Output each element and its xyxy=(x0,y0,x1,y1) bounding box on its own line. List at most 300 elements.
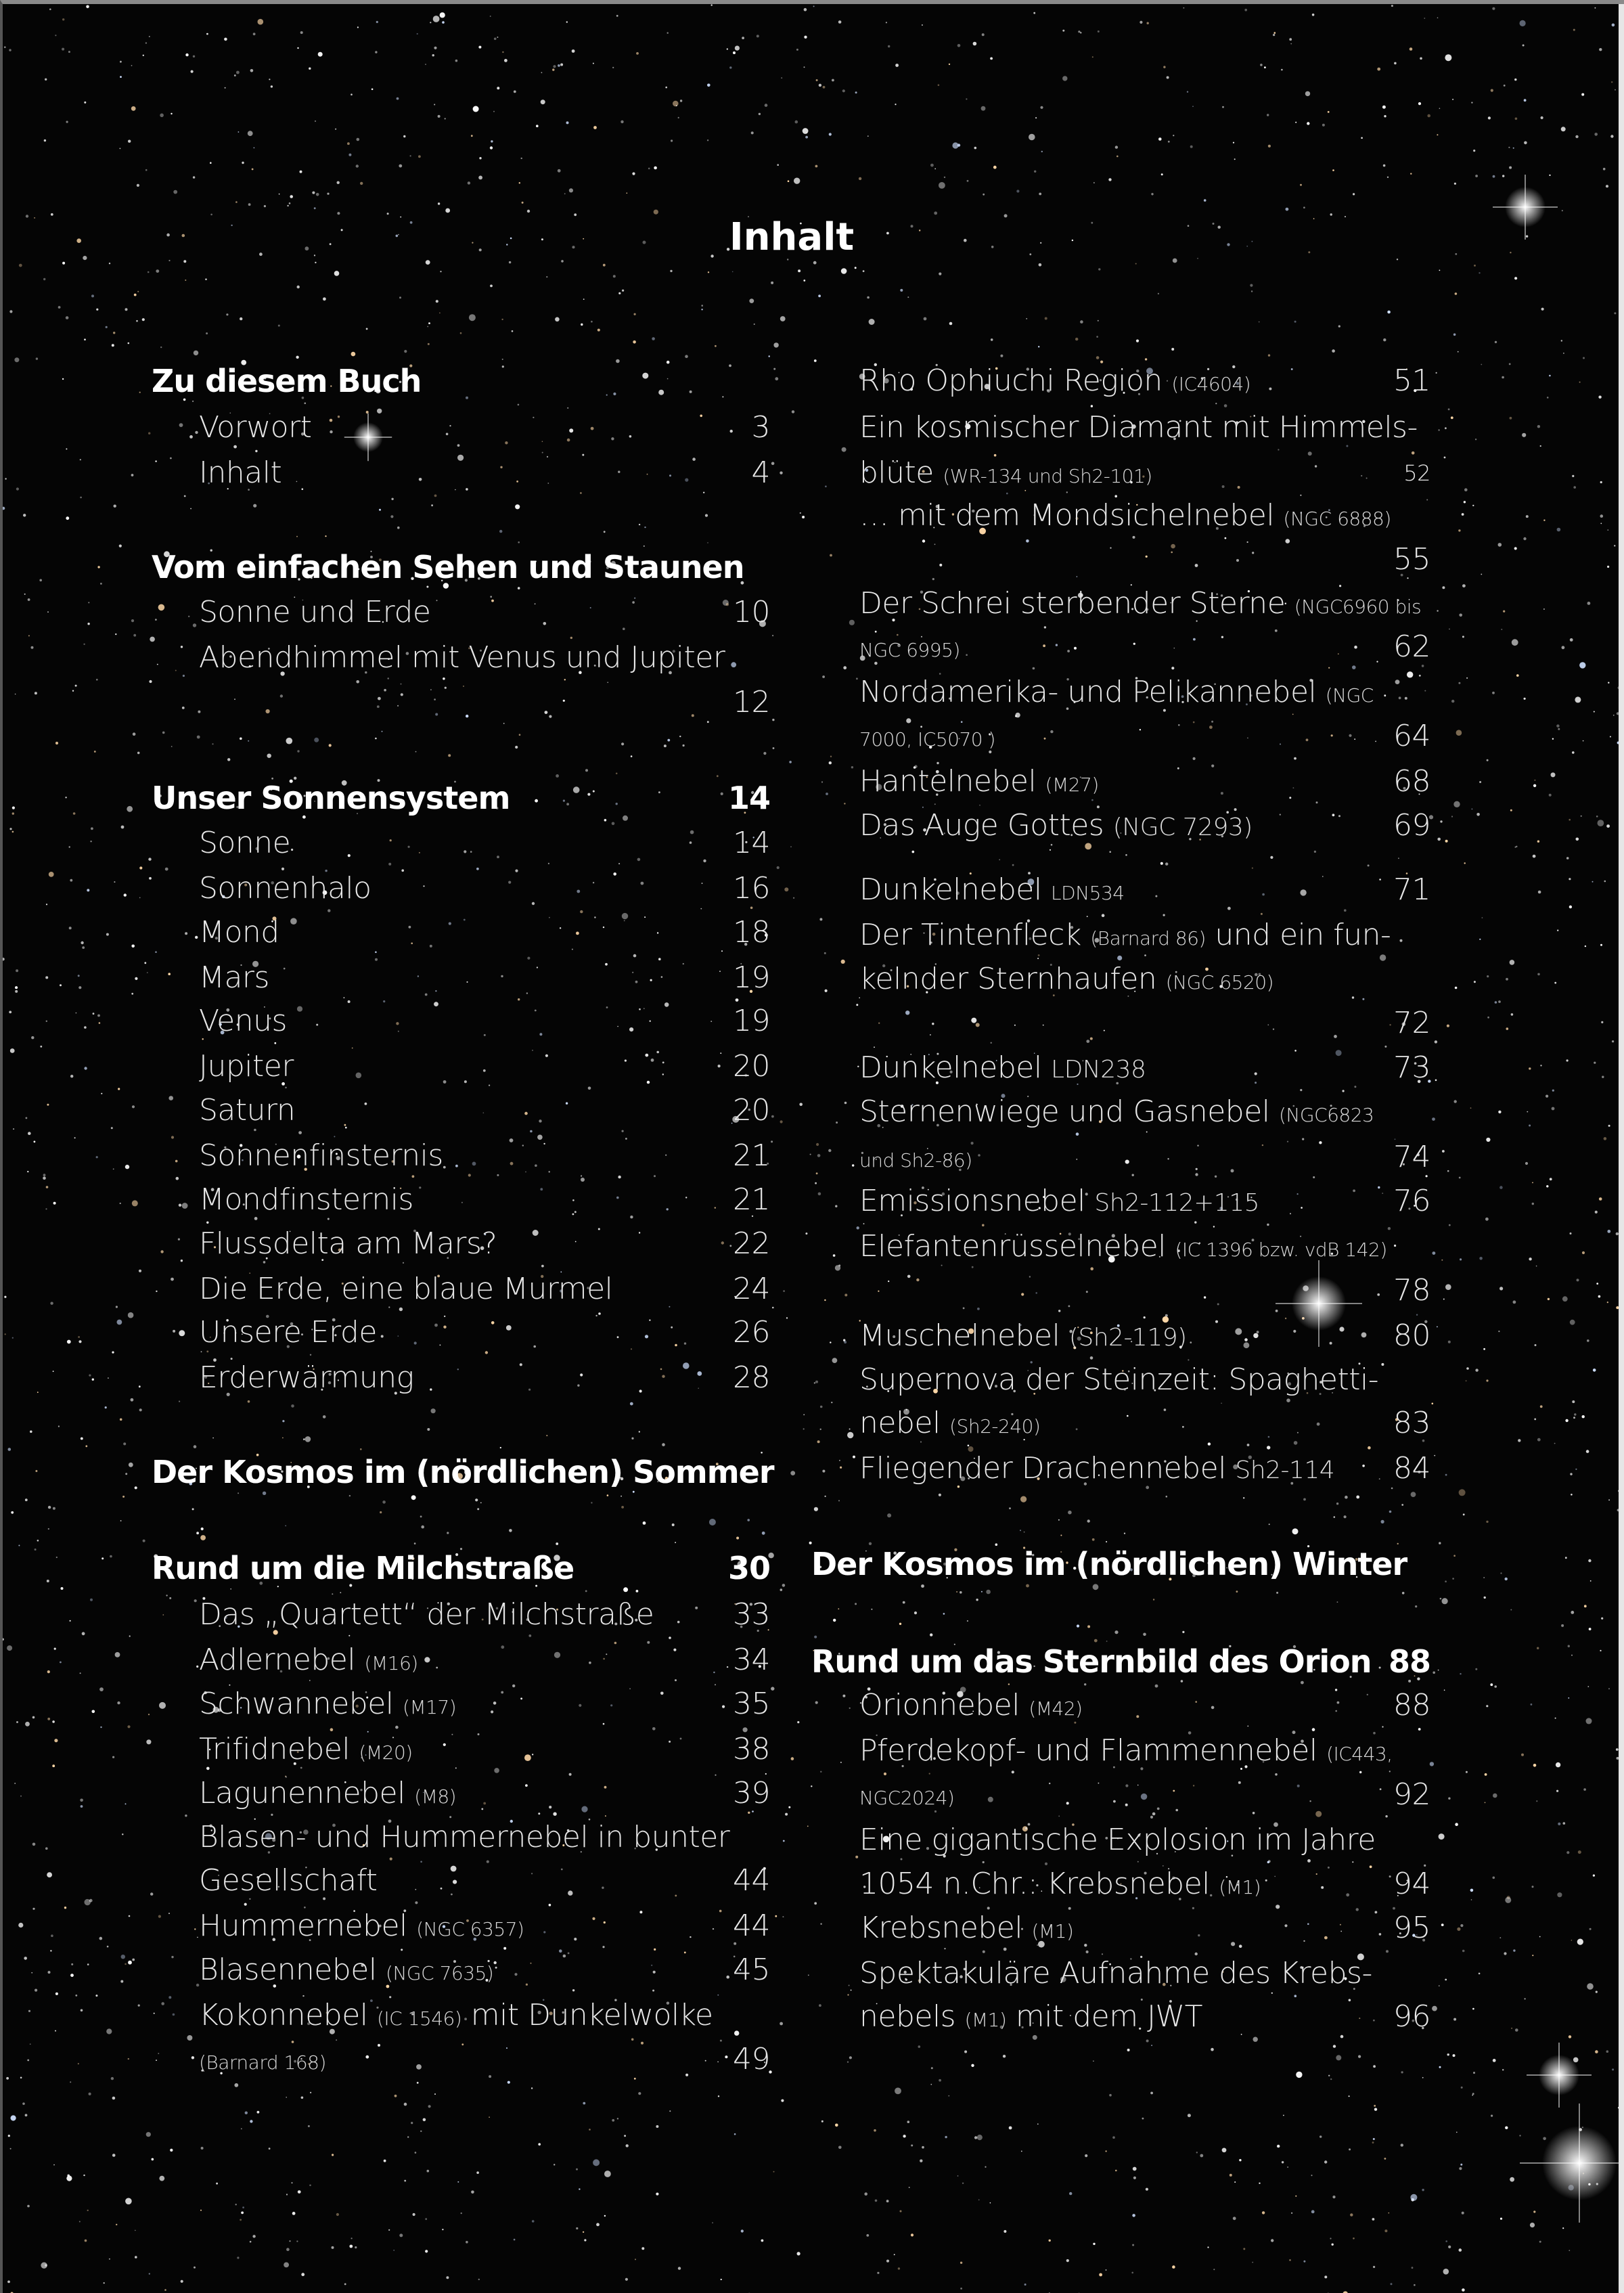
star xyxy=(729,66,731,68)
catalog-designation: (NGC6960 bis xyxy=(1294,595,1422,618)
toc-entry[interactable] xyxy=(199,1222,770,1266)
star xyxy=(1621,118,1623,121)
page-number: 73 xyxy=(1393,1050,1430,1086)
star xyxy=(1596,1283,1598,1285)
star xyxy=(417,2082,419,2084)
star xyxy=(196,1532,199,1534)
star xyxy=(55,742,58,744)
toc-entry[interactable] xyxy=(859,1818,1430,1863)
toc-entry[interactable] xyxy=(199,821,770,866)
star xyxy=(1498,1111,1501,1113)
toc-entry[interactable] xyxy=(199,1948,770,1993)
star xyxy=(983,194,985,196)
toc-entry[interactable] xyxy=(859,625,1430,669)
star xyxy=(822,1470,825,1473)
catalog-designation: (IC4604) xyxy=(1171,373,1251,396)
toc-entry[interactable] xyxy=(859,803,1430,848)
star xyxy=(1538,891,1541,894)
toc-entry[interactable] xyxy=(199,451,770,495)
star xyxy=(490,16,491,17)
star xyxy=(888,45,890,47)
star xyxy=(290,195,293,198)
star xyxy=(708,271,709,273)
toc-entry[interactable] xyxy=(859,537,1430,582)
star xyxy=(1239,2159,1241,2161)
star xyxy=(181,646,183,648)
star xyxy=(591,1502,592,1503)
toc-entry[interactable] xyxy=(199,1310,770,1355)
toc-entry[interactable] xyxy=(199,1727,770,1772)
star xyxy=(782,1584,786,1587)
star xyxy=(70,1974,74,1977)
star xyxy=(426,260,430,265)
toc-entry[interactable] xyxy=(859,1001,1430,1046)
star xyxy=(45,976,48,979)
toc-entry[interactable] xyxy=(199,1088,770,1133)
star xyxy=(1613,715,1615,716)
star xyxy=(189,435,193,439)
star xyxy=(39,579,42,582)
star xyxy=(1109,851,1111,853)
star xyxy=(135,2256,137,2258)
star xyxy=(284,2263,289,2268)
star xyxy=(1521,1754,1524,1756)
star xyxy=(593,2159,600,2166)
star xyxy=(1435,1040,1437,1043)
star xyxy=(45,79,47,81)
star xyxy=(1187,91,1188,93)
toc-entry[interactable] xyxy=(859,759,1430,804)
star xyxy=(70,879,72,882)
star xyxy=(855,91,857,93)
star xyxy=(1524,99,1527,102)
catalog-designation: (NGC 6888) xyxy=(1283,508,1391,530)
star xyxy=(1485,1802,1486,1804)
star xyxy=(399,296,401,298)
star xyxy=(1557,930,1558,931)
toc-entry[interactable] xyxy=(859,1729,1430,1773)
star xyxy=(27,1171,28,1172)
star xyxy=(962,2183,964,2184)
star xyxy=(1153,1599,1154,1600)
star xyxy=(129,1635,131,1637)
star xyxy=(1505,1897,1511,1903)
catalog-designation: LDN238 xyxy=(1051,1056,1146,1084)
star xyxy=(990,58,993,60)
star xyxy=(1540,1065,1541,1066)
star xyxy=(116,2224,117,2225)
toc-entry[interactable] xyxy=(859,405,1430,450)
star xyxy=(300,171,302,173)
star xyxy=(794,178,800,184)
star xyxy=(187,2035,192,2041)
star xyxy=(1543,608,1545,610)
star xyxy=(808,1975,809,1976)
entry-title: Rho Ophiuchi Region xyxy=(859,363,1172,399)
star xyxy=(1472,2093,1474,2095)
toc-entry[interactable] xyxy=(859,1268,1430,1313)
star xyxy=(1548,1298,1550,1300)
toc-entry[interactable] xyxy=(859,1135,1430,1180)
star xyxy=(1058,1519,1060,1521)
star xyxy=(70,1075,73,1077)
star xyxy=(1535,1344,1537,1346)
toc-entry[interactable] xyxy=(199,1638,770,1683)
star xyxy=(286,2097,287,2098)
toc-entry[interactable] xyxy=(199,590,770,635)
star xyxy=(1424,18,1425,19)
toc-entry[interactable] xyxy=(859,451,1430,495)
star xyxy=(117,1320,122,1325)
star xyxy=(1475,439,1476,440)
star xyxy=(833,1619,836,1622)
star xyxy=(1493,175,1495,178)
star xyxy=(823,86,826,89)
star xyxy=(131,993,133,995)
entry-title: Saturn xyxy=(199,1093,296,1128)
toc-section-heading[interactable] xyxy=(152,776,770,820)
star xyxy=(546,1435,547,1436)
star xyxy=(634,313,636,315)
star xyxy=(12,1337,14,1339)
toc-entry[interactable] xyxy=(859,1951,1430,1996)
star xyxy=(490,285,493,288)
star xyxy=(820,1771,821,1773)
page-number: 18 xyxy=(733,914,770,950)
star xyxy=(1452,1578,1454,1580)
entry-title: Abendhimmel mit Venus und Jupiter xyxy=(199,640,725,675)
star xyxy=(820,1406,823,1408)
star xyxy=(292,2212,296,2215)
toc-entry[interactable] xyxy=(859,868,1430,912)
star xyxy=(874,2129,876,2132)
star xyxy=(314,738,319,742)
star xyxy=(170,2149,173,2152)
star xyxy=(1583,740,1584,742)
star xyxy=(70,2081,71,2083)
toc-entry[interactable] xyxy=(199,866,770,911)
toc-section-heading[interactable] xyxy=(152,1546,770,1590)
star xyxy=(58,1425,60,1427)
star xyxy=(771,1140,773,1142)
page-number: 88 xyxy=(1388,1643,1430,1680)
star xyxy=(665,87,667,89)
star xyxy=(245,2112,248,2114)
toc-entry[interactable] xyxy=(199,1904,770,1949)
star xyxy=(82,946,85,949)
toc-entry[interactable] xyxy=(859,493,1430,538)
star xyxy=(1448,1798,1450,1800)
star xyxy=(349,2245,353,2248)
star xyxy=(119,545,122,548)
star xyxy=(24,594,26,595)
star xyxy=(56,1557,58,1558)
star xyxy=(309,2185,311,2187)
entry-title: Eine gigantische Explosion im Jahre xyxy=(859,1822,1376,1857)
toc-entry[interactable] xyxy=(859,1090,1430,1134)
star xyxy=(479,157,481,159)
entry-title: Supernova der Steinzeit: Spaghetti- xyxy=(859,1362,1379,1397)
star xyxy=(1514,79,1516,81)
star xyxy=(1600,1650,1601,1651)
star xyxy=(804,8,807,12)
star xyxy=(1539,2241,1541,2243)
star xyxy=(1464,501,1466,503)
star xyxy=(46,1186,49,1188)
star xyxy=(772,719,774,721)
entry-title: Vom einfachen Sehen und Staunen xyxy=(152,548,744,585)
star xyxy=(583,2102,585,2105)
entry-title: Vorwort xyxy=(199,410,312,445)
toc-entry[interactable] xyxy=(199,1356,770,1400)
toc-entry[interactable] xyxy=(859,670,1430,715)
page-number: 45 xyxy=(733,1953,770,1988)
entry-title: Spektakuläre Aufnahme des Krebs- xyxy=(859,1955,1372,1990)
star xyxy=(502,51,503,53)
star xyxy=(541,72,543,73)
star xyxy=(1078,30,1080,32)
toc-section-heading[interactable] xyxy=(152,1450,774,1494)
star xyxy=(240,317,242,320)
star xyxy=(1080,32,1081,33)
star xyxy=(788,1806,790,1808)
star xyxy=(194,1599,197,1602)
star xyxy=(501,319,503,320)
star xyxy=(621,120,623,123)
star xyxy=(1234,2181,1236,2183)
star xyxy=(1449,629,1450,630)
star xyxy=(824,952,826,954)
toc-entry[interactable] xyxy=(199,1993,770,2038)
toc-entry[interactable] xyxy=(859,1995,1430,2039)
toc-section-heading[interactable] xyxy=(152,545,770,589)
star xyxy=(357,26,359,28)
star xyxy=(1453,1555,1456,1557)
toc-entry[interactable] xyxy=(859,359,1430,403)
star xyxy=(438,202,440,204)
star xyxy=(1114,1630,1118,1634)
star xyxy=(30,2043,31,2045)
star xyxy=(3,1639,4,1641)
toc-entry[interactable] xyxy=(859,1862,1430,1907)
star xyxy=(1516,674,1519,677)
toc-entry[interactable] xyxy=(199,1267,770,1312)
toc-entry[interactable] xyxy=(859,581,1430,626)
star xyxy=(922,2146,924,2149)
star xyxy=(1439,2066,1441,2068)
star xyxy=(1093,2243,1095,2245)
toc-entry[interactable] xyxy=(199,1593,770,1637)
star xyxy=(201,1528,204,1530)
star xyxy=(625,2278,628,2281)
page-number: 64 xyxy=(1393,719,1430,754)
toc-section-heading[interactable] xyxy=(811,1542,1430,1586)
star xyxy=(1520,20,1526,26)
star xyxy=(803,1414,805,1415)
star xyxy=(1510,1609,1512,1611)
star xyxy=(843,666,847,669)
toc-entry[interactable] xyxy=(199,680,770,725)
star xyxy=(1324,2160,1327,2163)
star xyxy=(1500,2218,1502,2220)
star xyxy=(120,61,122,63)
toc-entry[interactable] xyxy=(199,999,770,1044)
star xyxy=(1533,855,1536,858)
star xyxy=(46,1021,47,1022)
toc-section-heading[interactable] xyxy=(811,1639,1430,1684)
star xyxy=(616,15,618,17)
star xyxy=(360,182,363,185)
star xyxy=(15,986,18,989)
toc-entry[interactable] xyxy=(199,1815,770,1860)
star xyxy=(19,264,22,267)
toc-entry[interactable] xyxy=(199,1858,770,1903)
toc-entry[interactable] xyxy=(859,913,1430,958)
star xyxy=(25,1498,28,1501)
star xyxy=(1034,171,1036,173)
star xyxy=(849,620,855,625)
catalog-designation: (NGC xyxy=(1325,684,1374,707)
star xyxy=(183,675,185,677)
star xyxy=(909,2187,910,2188)
star xyxy=(1543,520,1545,521)
toc-entry[interactable] xyxy=(199,1771,770,1816)
star xyxy=(1040,106,1043,109)
star xyxy=(234,74,236,76)
star xyxy=(1132,2214,1135,2217)
star xyxy=(1445,1580,1447,1582)
star xyxy=(160,114,164,118)
star xyxy=(191,70,194,73)
toc-entry[interactable] xyxy=(199,405,770,450)
star xyxy=(907,296,909,298)
star xyxy=(184,495,186,497)
star xyxy=(1569,2035,1571,2038)
star xyxy=(1498,1000,1501,1003)
star xyxy=(1460,1673,1461,1674)
star xyxy=(1373,2065,1376,2068)
star xyxy=(622,290,624,292)
page-number: 78 xyxy=(1393,1272,1430,1308)
toc-entry[interactable] xyxy=(859,1358,1430,1402)
star xyxy=(1462,636,1464,638)
star xyxy=(822,675,825,678)
star xyxy=(966,98,967,99)
catalog-designation: (IC 1396 bzw. vdB 142) xyxy=(1175,1239,1387,1261)
star xyxy=(12,812,14,814)
toc-entry[interactable] xyxy=(199,2037,770,2082)
catalog-designation: (M42) xyxy=(1029,1697,1083,1720)
star xyxy=(1571,1655,1573,1656)
star xyxy=(583,298,585,300)
star xyxy=(1595,7,1596,9)
star xyxy=(838,1500,840,1501)
star xyxy=(162,1614,164,1616)
star xyxy=(1537,1438,1541,1442)
toc-entry[interactable] xyxy=(199,1134,770,1178)
star xyxy=(1422,2077,1424,2078)
toc-entry[interactable] xyxy=(859,1314,1430,1358)
toc-entry[interactable] xyxy=(199,910,770,955)
toc-section-heading[interactable] xyxy=(152,359,770,403)
star xyxy=(814,1507,818,1511)
toc-entry[interactable] xyxy=(199,1682,770,1727)
star xyxy=(1124,1533,1125,1534)
toc-entry[interactable] xyxy=(859,1446,1430,1491)
star xyxy=(329,744,332,747)
star xyxy=(252,2235,255,2238)
star xyxy=(99,1687,104,1691)
star xyxy=(393,2250,394,2251)
toc-entry[interactable] xyxy=(859,1179,1430,1224)
star xyxy=(522,202,524,204)
star xyxy=(1454,183,1456,185)
toc-entry[interactable] xyxy=(859,1773,1430,1817)
star xyxy=(742,37,744,39)
star xyxy=(497,87,499,89)
star xyxy=(561,260,564,263)
toc-entry[interactable] xyxy=(859,1046,1430,1090)
page-number: 38 xyxy=(733,1732,770,1767)
star xyxy=(1283,2115,1284,2116)
star xyxy=(1115,2170,1117,2172)
star xyxy=(1501,629,1502,630)
star xyxy=(830,756,832,757)
star xyxy=(1441,1260,1443,1261)
star xyxy=(10,1048,15,1053)
star xyxy=(671,139,673,141)
star xyxy=(849,1708,851,1709)
star xyxy=(1085,2154,1087,2157)
toc-entry[interactable] xyxy=(859,957,1430,1002)
star xyxy=(114,505,116,508)
toc-entry[interactable] xyxy=(859,1401,1430,1446)
star xyxy=(1592,881,1594,883)
star xyxy=(775,377,778,380)
star xyxy=(1565,1419,1568,1422)
star xyxy=(1536,1266,1537,1267)
toc-entry[interactable] xyxy=(859,1906,1430,1951)
toc-entry[interactable] xyxy=(199,1178,770,1222)
star xyxy=(1487,975,1489,977)
star xyxy=(193,176,195,178)
star xyxy=(1550,1178,1552,1180)
toc-entry[interactable] xyxy=(199,1044,770,1089)
star xyxy=(142,318,145,321)
star xyxy=(286,2194,288,2195)
toc-entry[interactable] xyxy=(859,1683,1430,1728)
star xyxy=(1233,2217,1236,2220)
toc-entry[interactable] xyxy=(859,714,1430,759)
star xyxy=(137,184,139,187)
star xyxy=(133,732,136,736)
star xyxy=(1412,2267,1414,2269)
star xyxy=(1333,2045,1336,2047)
star xyxy=(292,2182,293,2183)
star xyxy=(1116,156,1119,158)
star xyxy=(337,181,340,184)
star xyxy=(1314,851,1316,853)
toc-entry[interactable] xyxy=(199,636,770,680)
star xyxy=(579,2188,580,2189)
star xyxy=(1244,9,1247,12)
toc-entry[interactable] xyxy=(859,1224,1430,1269)
star xyxy=(632,173,635,175)
entry-title: Adlernebel xyxy=(199,1643,365,1678)
toc-entry[interactable] xyxy=(199,956,770,1000)
star xyxy=(630,1402,633,1406)
star xyxy=(867,296,870,299)
